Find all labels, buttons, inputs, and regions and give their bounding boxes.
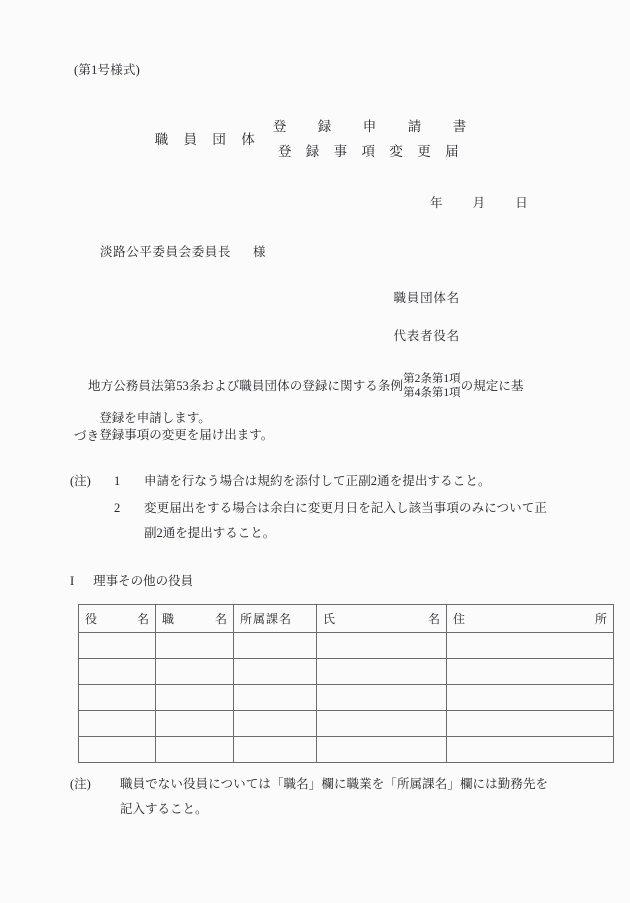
bottom-note-line-2: 記入すること。 xyxy=(120,801,208,816)
note-item-2 xyxy=(70,501,570,517)
addressee-line xyxy=(100,242,266,260)
column-header-name xyxy=(317,605,447,633)
title-variants xyxy=(267,115,476,160)
column-header-position-char2: 名 xyxy=(136,612,149,626)
cell-name[interactable] xyxy=(317,685,447,711)
note-text-2-continuation: 副2通を提出すること。 xyxy=(144,526,276,541)
addressee-name: 淡路公平委員会委員長 xyxy=(100,245,232,259)
cell-name[interactable] xyxy=(317,711,447,737)
table-row[interactable] xyxy=(79,685,614,711)
title-organization: 職 員 団 体 xyxy=(154,131,261,147)
cell-address[interactable] xyxy=(447,659,614,685)
cell-department[interactable] xyxy=(234,711,317,737)
cell-department[interactable] xyxy=(234,633,317,659)
column-header-address-char1: 住 xyxy=(453,612,466,626)
cell-position[interactable] xyxy=(79,659,156,685)
notes-label-spacer xyxy=(70,501,114,517)
notes-section xyxy=(70,474,570,551)
action-option-notify: 登録事項の変更を届け出ます。 xyxy=(99,427,274,442)
note-number-1: 1 xyxy=(114,474,121,488)
article-option-1: 第2条第1項 xyxy=(403,373,461,385)
date-month-label: 月 xyxy=(472,196,486,210)
cell-department[interactable] xyxy=(234,737,317,763)
table-row[interactable] xyxy=(79,711,614,737)
article-options xyxy=(403,372,461,401)
title-registration-application: 登 録 申 請 書 xyxy=(272,119,476,134)
date-day-label: 日 xyxy=(515,196,529,210)
bottom-note-label: (注) xyxy=(70,777,91,791)
column-header-position xyxy=(79,605,156,633)
applicant-representative-label: 代表者役名 xyxy=(393,329,460,343)
note-number-2: 2 xyxy=(114,500,121,515)
date-line xyxy=(430,193,528,211)
table-header-row xyxy=(79,605,614,633)
column-header-department xyxy=(234,605,317,633)
cell-job-title[interactable] xyxy=(156,633,234,659)
cell-job-title[interactable] xyxy=(156,737,234,763)
section-number: I xyxy=(70,574,75,588)
cell-position[interactable] xyxy=(79,633,156,659)
officers-table xyxy=(78,604,614,763)
bottom-note xyxy=(70,777,570,817)
document-title xyxy=(0,115,630,160)
body-paragraph xyxy=(74,372,554,444)
section-title: 理事その他の役員 xyxy=(93,574,194,588)
action-option-apply: 登録を申請します。 xyxy=(99,410,211,425)
form-number: (第1号様式) xyxy=(74,63,140,77)
addressee-honorific: 様 xyxy=(253,245,267,259)
bottom-note-line-1: 職員でない役員については「職名」欄に職業を「所属課名」欄には勤務先を xyxy=(120,777,549,791)
cell-address[interactable] xyxy=(447,737,614,763)
cell-address[interactable] xyxy=(447,685,614,711)
column-header-job-title-char2: 名 xyxy=(214,612,227,626)
section-heading xyxy=(70,571,193,589)
column-header-name-char2: 名 xyxy=(427,612,440,626)
cell-department[interactable] xyxy=(234,685,317,711)
body-mid-text: の規定に基 xyxy=(460,379,524,394)
title-registration-change: 登 録 事 項 変 更 届 xyxy=(277,144,465,159)
note-text-1: 申請を行なう場合は規約を添付して正副2通を提出すること。 xyxy=(144,474,491,488)
cell-department[interactable] xyxy=(234,659,317,685)
cell-name[interactable] xyxy=(317,659,447,685)
cell-address[interactable] xyxy=(447,633,614,659)
article-option-2: 第4条第1項 xyxy=(403,387,461,400)
body-line-2 xyxy=(74,410,554,444)
date-year-label: 年 xyxy=(430,196,444,210)
body-lead-text: 地方公務員法第53条および職員団体の登録に関する条例 xyxy=(88,379,404,394)
cell-name[interactable] xyxy=(317,633,447,659)
cell-job-title[interactable] xyxy=(156,711,234,737)
cell-job-title[interactable] xyxy=(156,659,234,685)
cell-position[interactable] xyxy=(79,737,156,763)
column-header-department-text: 所属課名 xyxy=(240,612,293,626)
action-options xyxy=(99,410,273,444)
body-line-1 xyxy=(88,372,554,401)
note-item-1 xyxy=(70,474,570,490)
body-continuation-text: づき xyxy=(74,429,100,443)
cell-address[interactable] xyxy=(447,711,614,737)
table-row[interactable] xyxy=(79,737,614,763)
column-header-address-char2: 所 xyxy=(594,612,607,626)
column-header-job-title xyxy=(156,605,234,633)
column-header-address xyxy=(447,605,614,633)
applicant-organization-label: 職員団体名 xyxy=(393,291,460,305)
notes-label: (注) xyxy=(70,474,91,488)
table-row[interactable] xyxy=(79,633,614,659)
column-header-name-char1: 氏 xyxy=(323,612,336,626)
cell-position[interactable] xyxy=(79,685,156,711)
applicant-fields xyxy=(0,288,630,364)
column-header-job-title-char1: 職 xyxy=(162,612,175,626)
column-header-position-char1: 役 xyxy=(85,612,98,626)
table-row[interactable] xyxy=(79,659,614,685)
cell-position[interactable] xyxy=(79,711,156,737)
cell-job-title[interactable] xyxy=(156,685,234,711)
note-text-2: 変更届出をする場合は余白に変更月日を記入し該当事項のみについて正 xyxy=(144,500,547,515)
cell-name[interactable] xyxy=(317,737,447,763)
